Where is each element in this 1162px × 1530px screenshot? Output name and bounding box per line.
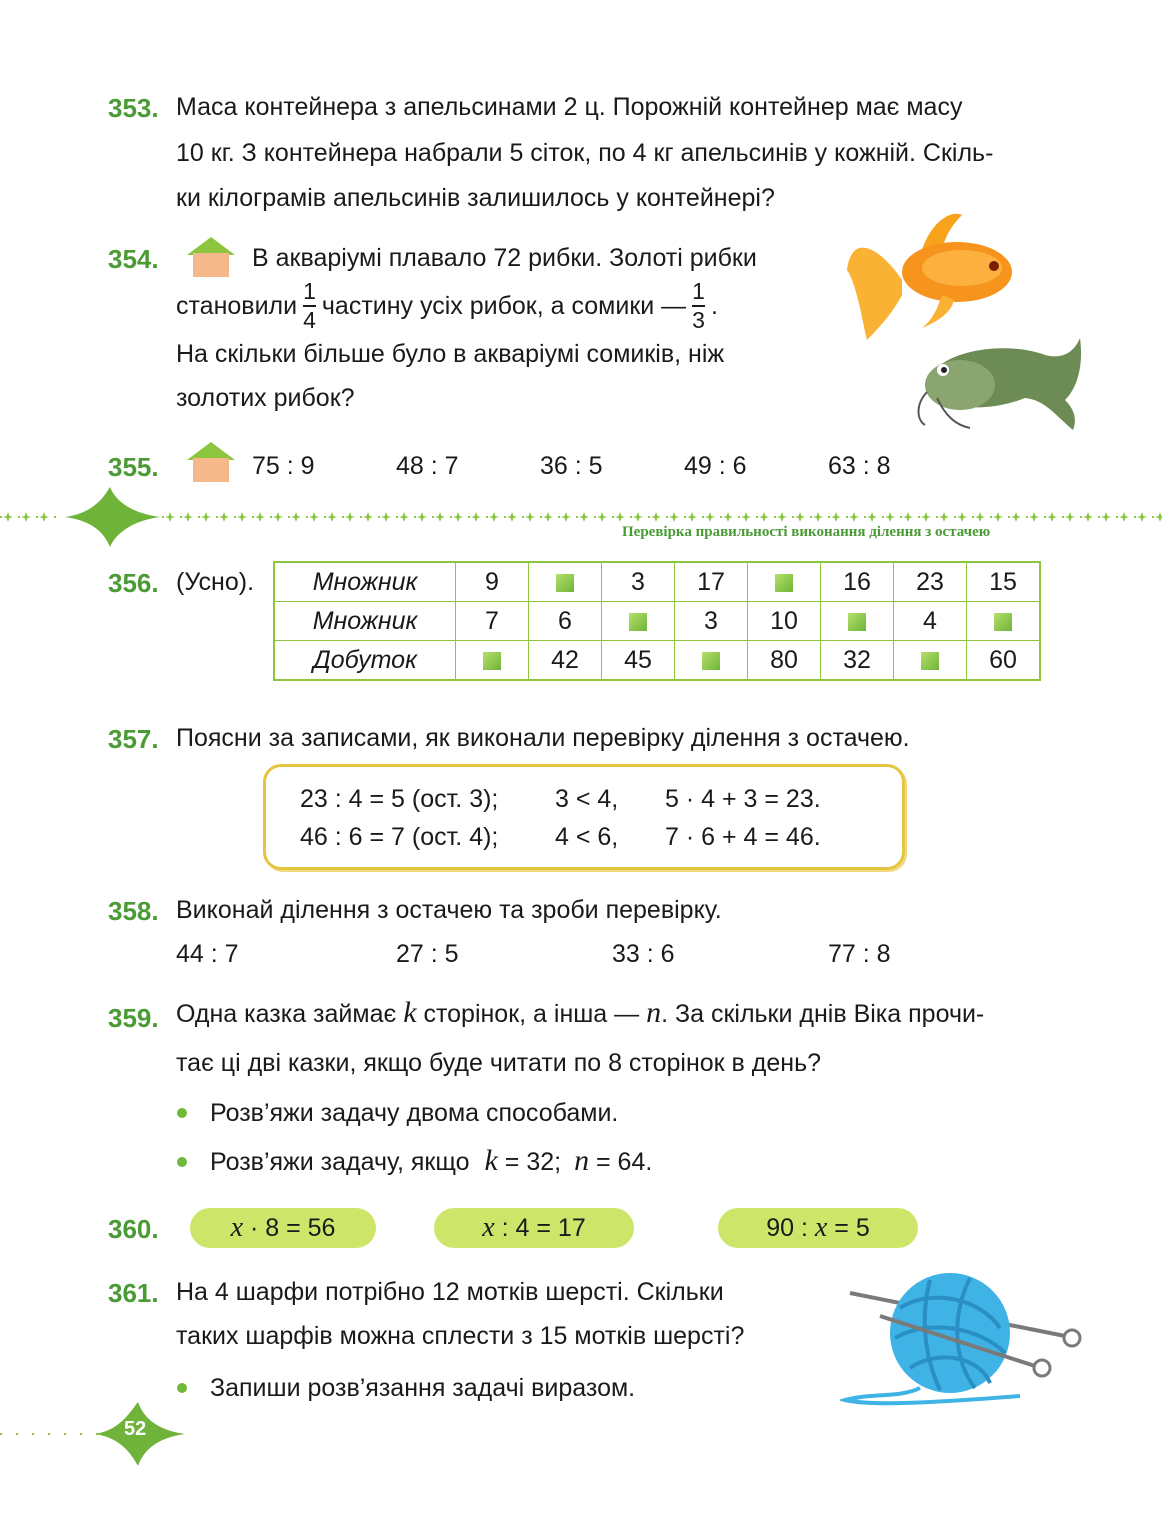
task-359-text-a: Одна казка займає	[176, 1000, 397, 1028]
table-cell: 32	[821, 641, 894, 681]
task-361-bullet-1: Запиши розв’язання задачі виразом.	[210, 1374, 636, 1402]
task-354-line-3: На скільки більше було в акваріумі сомиків, ніж	[176, 340, 725, 368]
star-ornament	[165, 512, 175, 522]
task-358-expr: 27 : 5	[396, 940, 459, 968]
blank-cell	[456, 641, 529, 681]
equation-3-rest: = 5	[834, 1214, 870, 1242]
example-verification: 7 · 6 + 4 = 46.	[665, 823, 821, 851]
page-number-ornament	[0, 1400, 200, 1470]
table-cell: 6	[529, 602, 602, 641]
fraction-denominator: 3	[692, 307, 705, 333]
star-ornament	[741, 512, 751, 522]
variable-x: x	[814, 1212, 828, 1243]
star-ornament	[1065, 512, 1075, 522]
multiplication-table	[273, 561, 1041, 681]
table-cell: 17	[675, 562, 748, 602]
task-number-361: 361.	[108, 1278, 159, 1308]
blank-square-icon	[629, 613, 647, 631]
task-354-text-a: становили	[176, 291, 298, 320]
star-ornament	[579, 512, 589, 522]
star-ornament	[831, 512, 841, 522]
task-355-expr: 75 : 9	[252, 452, 315, 480]
task-358-expr: 77 : 8	[828, 940, 891, 968]
variable-n: n	[574, 1144, 590, 1177]
star-ornament	[363, 512, 373, 522]
star-ornament	[291, 512, 301, 522]
star-ornament	[651, 512, 661, 522]
table-cell: 16	[821, 562, 894, 602]
task-354-text-b: частину усіх рибок, а сомики —	[321, 291, 687, 320]
task-number-357: 357.	[108, 724, 159, 754]
star-ornament	[201, 512, 211, 522]
bullet-icon	[177, 1157, 187, 1167]
table-cell: 7	[456, 602, 529, 641]
table-cell: 9	[456, 562, 529, 602]
task-354-line-1: В акваріумі плавало 72 рибки. Золоті рибки	[252, 244, 757, 272]
task-353-line-1: Маса контейнера з апельсинами 2 ц. Порожній контейнер має масу	[176, 93, 963, 121]
task-359-text-b: сторінок, а інша —	[423, 1000, 640, 1028]
task-359-bullet-2-text: Розв’яжи задачу, якщо	[210, 1148, 470, 1176]
table-cell: 4	[894, 602, 967, 641]
equation-pill-2	[434, 1208, 634, 1248]
task-355-expr: 48 : 7	[396, 452, 459, 480]
star-ornament	[255, 512, 265, 522]
example-division: 23 : 4 = 5 (ост. 3);	[300, 785, 499, 813]
star-ornament	[669, 512, 679, 522]
fraction-one-third	[692, 280, 705, 332]
star-ornament	[381, 512, 391, 522]
star-ornament	[237, 512, 247, 522]
star-ornament	[723, 512, 733, 522]
star-ornament	[1155, 512, 1162, 522]
task-354-text-c: .	[710, 291, 718, 320]
task-357-text: Поясни за записами, як виконали перевірку ділення з остачею.	[176, 724, 910, 752]
check-example-box	[263, 764, 905, 870]
task-359-line-2: тає ці дві казки, якщо буде читати по 8 сторінок в день?	[176, 1049, 822, 1077]
star-ornament	[417, 512, 427, 522]
star-ornament	[849, 512, 859, 522]
table-cell: 10	[748, 602, 821, 641]
table-cell: 60	[967, 641, 1041, 681]
task-361-line-2: таких шарфів можна сплести з 15 мотків шерсті?	[176, 1322, 745, 1350]
star-ornament	[219, 512, 229, 522]
star-ornament	[1083, 512, 1093, 522]
task-353-line-3: ки кілограмів апельсинів залишилось у контейнері?	[176, 184, 775, 212]
star-ornament	[597, 512, 607, 522]
star-ornament	[453, 512, 463, 522]
table-cell: 42	[529, 641, 602, 681]
star-ornament	[273, 512, 283, 522]
task-359-bullet-2	[210, 1144, 652, 1178]
variable-x: x	[230, 1212, 243, 1243]
task-356-label: (Усно).	[176, 568, 255, 596]
table-cell: 45	[602, 641, 675, 681]
equation-2-rest: : 4 = 17	[501, 1214, 586, 1242]
star-ornament	[39, 512, 49, 522]
blank-square-icon	[921, 652, 939, 670]
task-355-expr: 36 : 5	[540, 452, 603, 480]
bullet-icon	[177, 1108, 187, 1118]
star-ornament	[3, 512, 13, 522]
section-title: Перевірка правильності виконання ділення з остачею	[622, 524, 991, 540]
star-ornament	[345, 512, 355, 522]
star-ornament	[867, 512, 877, 522]
variable-k: k	[403, 996, 417, 1029]
star-ornament	[1119, 512, 1129, 522]
task-359-text-c: . За скільки днів Віка прочи-	[661, 1000, 985, 1028]
example-division: 46 : 6 = 7 (ост. 4);	[300, 823, 499, 851]
star-ornament	[1029, 512, 1039, 522]
star-ornament	[507, 512, 517, 522]
row-header: Множник	[274, 602, 456, 641]
task-number-356: 356.	[108, 568, 159, 598]
variable-n: n	[646, 996, 662, 1029]
page-number: 52	[124, 1418, 147, 1440]
row-header: Множник	[274, 562, 456, 602]
task-number-355: 355.	[108, 452, 159, 482]
star-ornament	[21, 512, 31, 522]
task-number-354: 354.	[108, 244, 159, 274]
fraction-numerator: 1	[692, 278, 705, 304]
blank-square-icon	[775, 574, 793, 592]
table-cell: 3	[602, 562, 675, 602]
example-verification: 5 · 4 + 3 = 23.	[665, 785, 821, 813]
star-ornament	[471, 512, 481, 522]
star-ornament	[435, 512, 445, 522]
yarn-ball-illustration	[840, 1268, 1090, 1408]
star-ornament	[1047, 512, 1057, 522]
k-value: = 32;	[504, 1148, 562, 1176]
star-ornament	[705, 512, 715, 522]
table-row	[274, 602, 1040, 641]
example-remainder-check: 4 < 6,	[555, 823, 619, 851]
task-number-360: 360.	[108, 1214, 159, 1244]
star-ornament	[489, 512, 499, 522]
blank-cell	[894, 641, 967, 681]
n-value: = 64.	[596, 1148, 653, 1176]
task-number-353: 353.	[108, 93, 159, 123]
star-ornament	[1137, 512, 1147, 522]
equation-3-start: 90 :	[766, 1214, 808, 1242]
equation-pill-3	[718, 1208, 918, 1248]
task-355-expr: 63 : 8	[828, 452, 891, 480]
star-ornament	[1101, 512, 1111, 522]
home-task-icon	[185, 440, 237, 482]
star-ornament	[687, 512, 697, 522]
star-ornament	[615, 512, 625, 522]
star-ornament	[993, 512, 1003, 522]
blank-cell	[602, 602, 675, 641]
star-ornament	[561, 512, 571, 522]
blank-cell	[748, 562, 821, 602]
table-cell: 80	[748, 641, 821, 681]
star-ornament	[885, 512, 895, 522]
blank-square-icon	[848, 613, 866, 631]
star-ornament	[777, 512, 787, 522]
star-ornament	[543, 512, 553, 522]
task-361-line-1: На 4 шарфи потрібно 12 мотків шерсті. Скільки	[176, 1278, 724, 1306]
task-358-expr: 44 : 7	[176, 940, 239, 968]
fraction-numerator: 1	[303, 278, 316, 304]
catfish-illustration	[915, 330, 1085, 435]
blank-square-icon	[556, 574, 574, 592]
bullet-icon	[177, 1383, 187, 1393]
blank-square-icon	[702, 652, 720, 670]
task-355-expr: 49 : 6	[684, 452, 747, 480]
blank-cell	[967, 602, 1041, 641]
blank-square-icon	[994, 613, 1012, 631]
star-ornament	[525, 512, 535, 522]
task-number-359: 359.	[108, 1003, 159, 1033]
star-ornament	[795, 512, 805, 522]
star-ornament	[633, 512, 643, 522]
task-number-358: 358.	[108, 896, 159, 926]
star-ornament	[327, 512, 337, 522]
star-ornament	[939, 512, 949, 522]
star-ornament	[813, 512, 823, 522]
task-358-expr: 33 : 6	[612, 940, 675, 968]
star-ornament	[957, 512, 967, 522]
task-354-line-2	[176, 276, 718, 336]
variable-k: k	[484, 1144, 498, 1177]
home-task-icon	[185, 235, 237, 277]
task-359-bullet-1: Розв’яжи задачу двома способами.	[210, 1099, 619, 1127]
star-ornament	[975, 512, 985, 522]
star-ornament	[759, 512, 769, 522]
example-remainder-check: 3 < 4,	[555, 785, 619, 813]
blank-cell	[821, 602, 894, 641]
row-header: Добуток	[274, 641, 456, 681]
fraction-denominator: 4	[303, 307, 316, 333]
blank-square-icon	[483, 652, 501, 670]
blank-cell	[529, 562, 602, 602]
star-ornament	[1011, 512, 1021, 522]
blank-cell	[675, 641, 748, 681]
star-ornament	[183, 512, 193, 522]
table-cell: 23	[894, 562, 967, 602]
task-353-line-2: 10 кг. З контейнера набрали 5 сіток, по 4 кг апельсинів у кожній. Скіль-	[176, 139, 994, 167]
task-359-line-1	[176, 996, 984, 1030]
task-354-line-4: золотих рибок?	[176, 384, 355, 412]
equation-pill-1	[190, 1208, 376, 1248]
table-cell: 3	[675, 602, 748, 641]
star-ornament	[903, 512, 913, 522]
goldfish-illustration	[842, 210, 1017, 345]
table-row	[274, 562, 1040, 602]
fraction-one-quarter	[303, 280, 316, 332]
star-ornament	[399, 512, 409, 522]
table-cell: 15	[967, 562, 1041, 602]
variable-x: x	[482, 1212, 495, 1243]
star-ornament	[921, 512, 931, 522]
star-ornament	[309, 512, 319, 522]
table-row	[274, 641, 1040, 681]
equation-1-rest: · 8 = 56	[249, 1214, 336, 1242]
task-358-text: Виконай ділення з остачею та зроби перевірку.	[176, 896, 722, 924]
